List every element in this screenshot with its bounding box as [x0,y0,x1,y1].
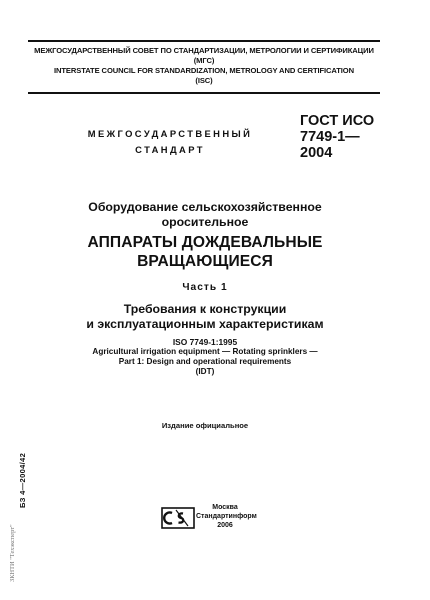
requirements-title [40,302,370,332]
title-block [40,200,370,332]
council-abbr-en: (ISC) [195,76,213,85]
edition-label: Издание официальное [161,421,249,430]
publisher-name: Стандартинформ [196,513,257,520]
equipment-line-2: оросительное [161,215,249,229]
main-title [40,233,370,271]
council-abbr-ru: (МГС) [193,56,215,65]
publisher-city: Москва [212,504,238,511]
equipment-line-1: Оборудование сельскохозяйственное [88,200,322,214]
standartinform-logo-icon [161,507,195,529]
requirements-line-1: Требования к конструкции [123,302,287,316]
main-title-line-2: ВРАЩАЮЩИЕСЯ [137,253,273,270]
side-watermark: ЗКНТИ "Техэксперт" [9,524,16,582]
iso-number: ISO 7749-1:1995 [172,337,238,347]
iso-equivalence: (IDT) [195,367,215,376]
iso-title-line-2: Part 1: Design and operational requirements [118,357,292,366]
bottom-rule [28,92,380,94]
council-name-ru: МЕЖГОСУДАРСТВЕННЫЙ СОВЕТ ПО СТАНДАРТИЗАЦИИ, МЕТРОЛОГИИ И СЕРТИФИКАЦИИ [34,46,374,55]
standard-type-line-2: СТАНДАРТ [135,144,205,155]
designation-line-3: 2004 [300,145,333,161]
publisher-year: 2006 [217,522,233,529]
top-rule [28,40,380,42]
council-name-en: INTERSTATE COUNCIL FOR STANDARDIZATION, METROLOGY AND CERTIFICATION [54,66,354,75]
designation-line-2: 7749-1— [300,129,360,145]
part-label: Часть 1 [182,282,228,293]
equipment-title [40,200,370,230]
designation-line-1: ГОСТ ИСО [300,113,375,129]
standard-type [60,126,280,158]
side-code: БЗ 4—2004/42 [18,452,27,508]
standard-type-line-1: МЕЖГОСУДАРСТВЕННЫЙ [87,128,253,139]
publisher-block [196,503,257,530]
iso-reference [40,337,370,377]
main-title-line-1: АППАРАТЫ ДОЖДЕВАЛЬНЫЕ [87,234,323,251]
iso-title-line-1: Agricultural irrigation equipment — Rotating sprinklers — [92,347,318,356]
standard-designation [300,113,374,161]
council-header [28,46,380,86]
requirements-line-2: и эксплуатационным характеристикам [86,317,324,331]
